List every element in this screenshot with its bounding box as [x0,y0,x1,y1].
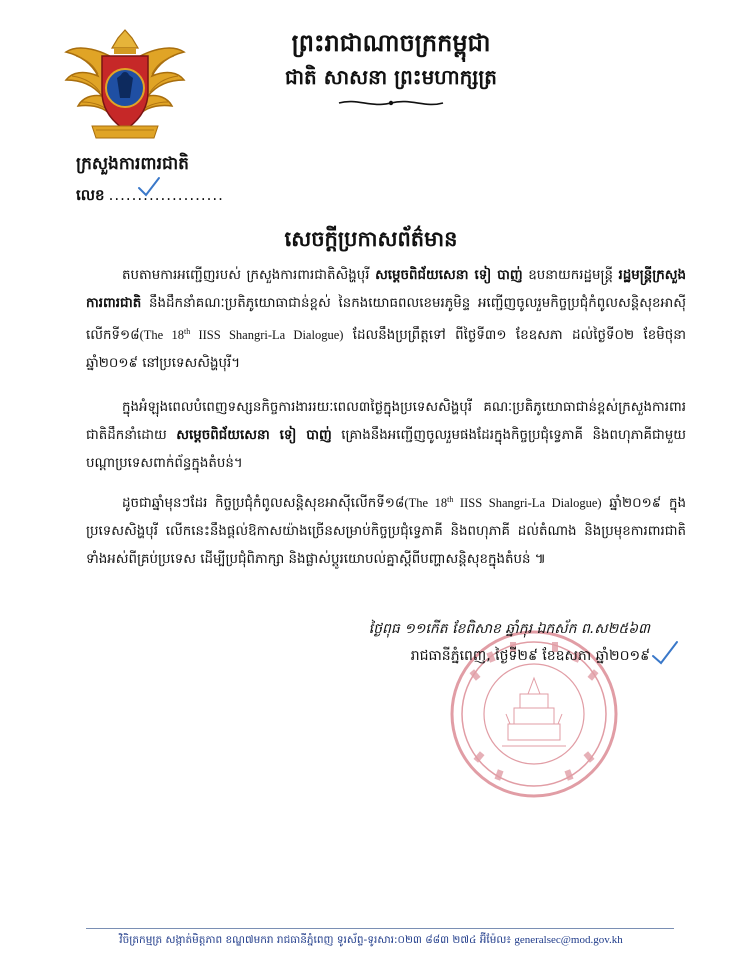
p1-text-c: ឧបនាយករដ្ឋមន្ត្រី [522,268,619,283]
p3-event-name-a: (The 18 [404,496,448,511]
national-motto: ជាតិ សាសនា ព្រះមហាក្សត្រ [285,65,497,89]
p3-event-name-sup: th [447,495,454,504]
ministry-emblem-logo [62,26,188,144]
p1-text-e: ដែលនឹងប្រព្រឹត្តទៅ ពីថ្ងៃទី៣១ ខែឧសភា ដល់ថ្ងៃទី០២ ខែមិថុនា ឆ្នាំ២០១៩ នៅប្រទេសសិង្ហបុរី។ [86,328,686,372]
p3-event-name [404,496,601,510]
footer-email: generalsec@mod.gov.kh [514,934,623,946]
p1-event-name-b: IISS Shangri-La Dialogue) [190,328,344,343]
kingdom-header [246,26,536,111]
p2-bold-name: សម្ដេចពិជ័យសេនា ទៀ បាញ់ [176,428,332,443]
p2-text-c: គ្រោងនឹងអញ្ជើញចូលរួមផងដែរក្នុងកិច្ចប្រជុំទ្វេភាគី និងពហុភាគីជាមួយបណ្ដាប្រទេសពាក់ព័ន្ធក្នុងតំបន់។ [86,428,686,471]
lunar-date: ថ្ងៃពុធ ១១កើត ខែពិសាខ ឆ្នាំកុរ ឯកស័ក ព.ស២៥៦៣ [368,621,650,637]
reference-dots: .................... [108,186,224,204]
p3-text-b: ឆ្នាំ២០១៩ ក្នុងប្រទេសសិង្ហបុរី លើកនេះនឹងផ្ដល់ឱកាសយ៉ាងច្រើនសម្រាប់កិច្ចប្រជុំទ្វេភាគី និងពហុភាគី ដល់តំណាង និងប្រមុខការពារជាតិទាំងអស់ពីគ្រប់ប្រទេស ដើម្បីប្រជុំពិភាក្សា និងផ្លាស់ប្ដូរយោបល់គ្នាស្ដីពីបញ្ហាសន្តិសុខក្នុងតំបន់ ៕ [86,496,686,568]
solar-date-place: រាជធានីភ្នំពេញ, ថ្ងៃទី២៩ ខែឧសភា ឆ្នាំ២០១៩ [410,648,650,664]
body-paragraph-1 [86,262,686,378]
p3-text-a: ដូចជាឆ្នាំមុនៗដែរ កិច្ចប្រជុំកំពូលសន្តិសុខអាស៊ីលើកទី១៨ [122,496,405,512]
ministry-name: ក្រសួងការពារជាតិ [76,154,189,174]
p1-event-name-a: (The 18 [139,328,184,343]
footer-address: វិចិត្រកម្មត្រ សង្កាត់មិត្តភាព ខណ្ឌ៧មករា រាជធានីភ្នំពេញ ទូរស័ព្ទ-ទូរសារ:០២៣ ៨៨៣ ២៧៤ អ៊ីម៉ែល៖ [119,934,515,946]
p1-event-name [140,328,344,342]
p1-bold-name: សម្ដេចពិជ័យសេនា ទៀ បាញ់ [375,268,523,283]
p1-text-a: តបតាមការអញ្ជើញរបស់ ក្រសួងការពារជាតិសិង្ហបុរី [122,268,376,283]
p1-text-d: នឹងដឹកនាំគណៈប្រតិភូយោធាជាន់ខ្ពស់ នៃកងយោធពលខេមរភូមិន្ទ អញ្ជើញចូលរួមកិច្ចប្រជុំកំពូលសន្តិសុខអាស៊ីលើកទី១៨ [86,296,686,344]
checkmark-icon [650,640,680,666]
reference-label: លេខ [76,186,105,204]
document-title: សេចក្ដីប្រកាសព័ត៌មាន [284,227,458,251]
p1-event-name-sup: th [183,327,191,336]
checkmark-icon [136,176,162,198]
body-paragraph-2 [86,394,686,478]
kingdom-title: ព្រះរាជាណាចក្រកម្ពុជា [291,29,491,57]
body-paragraph-3 [86,486,686,574]
p3-event-name-b: IISS Shangri-La Dialogue) [453,496,602,511]
footer-divider [86,928,674,929]
p2-text-a: ក្នុងអំឡុងពេលបំពេញទស្សនកិច្ចការងាររយៈពេល៣ថ្ងៃក្នុងប្រទេសសិង្ហបុរី គណៈប្រតិភូយោធាជាន់ខ្ពស់ក្រសួងការពារជាតិដឹកនាំដោយ [86,400,686,443]
p1-bold-title: រដ្ឋមន្ត្រីក្រសួងការពារជាតិ [86,268,686,311]
footer-contact [0,932,742,948]
motto-ornament-divider [337,99,445,107]
